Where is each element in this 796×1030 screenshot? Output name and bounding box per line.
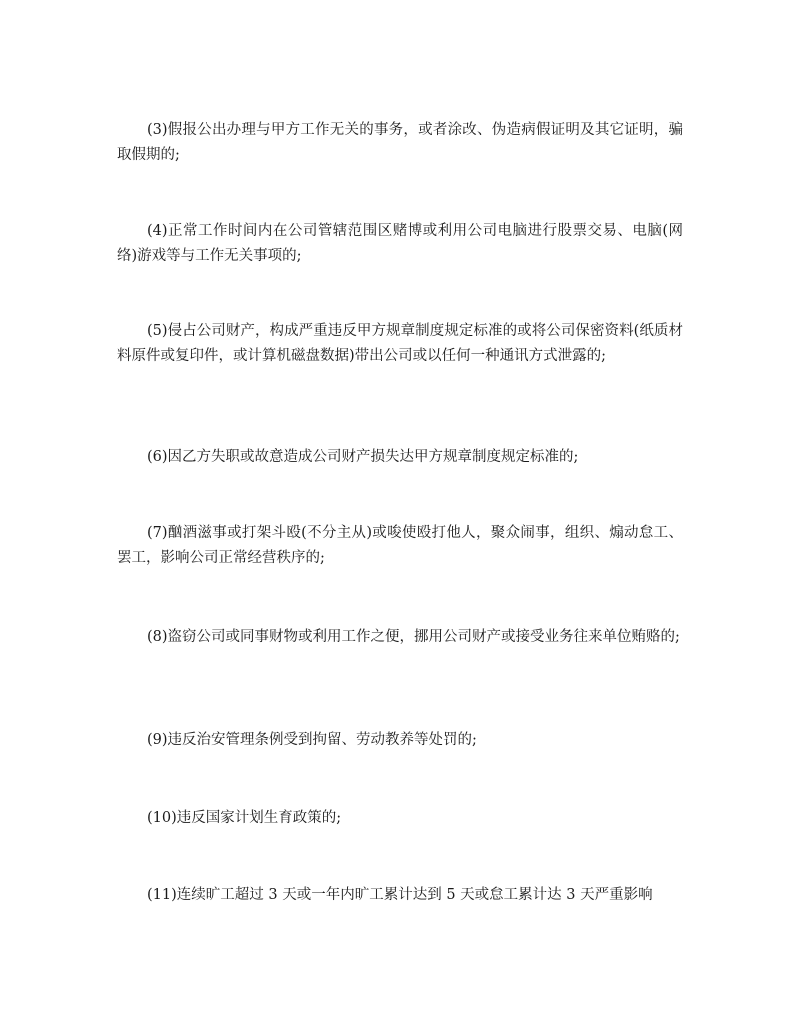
clause-9: (9)违反治安管理条例受到拘留、劳动教养等处罚的; [147,732,477,748]
clause-8: (8)盗窃公司或同事财物或利用工作之便，挪用公司财产或接受业务往来单位贿赂的; [147,629,680,645]
clause-6: (6)因乙方失职或故意造成公司财产损失达甲方规章制度规定标准的; [147,449,579,465]
clause-3: (3)假报公出办理与甲方工作无关的事务，或者涂改、伪造病假证明及其它证明，骗取假期的; [117,122,683,163]
clause-4: (4)正常工作时间内在公司管辖范围区赌博或利用公司电脑进行股票交易、电脑(网络)游戏等与工作无关事项的; [117,223,683,264]
clause-7: (7)酗酒滋事或打架斗殴(不分主从)或唆使殴打他人，聚众闹事，组织、煽动怠工、罢工，影响公司正常经营秩序的; [117,525,683,566]
clause-11: (11)连续旷工超过 3 天或一年内旷工累计达到 5 天或怠工累计达 3 天严重影响 [147,887,653,903]
clause-10: (10)违反国家计划生育政策的; [147,810,342,826]
clause-5: (5)侵占公司财产，构成严重违反甲方规章制度规定标准的或将公司保密资料(纸质材料原件或复印件，或计算机磁盘数据)带出公司或以任何一种通讯方式泄露的; [117,323,683,364]
